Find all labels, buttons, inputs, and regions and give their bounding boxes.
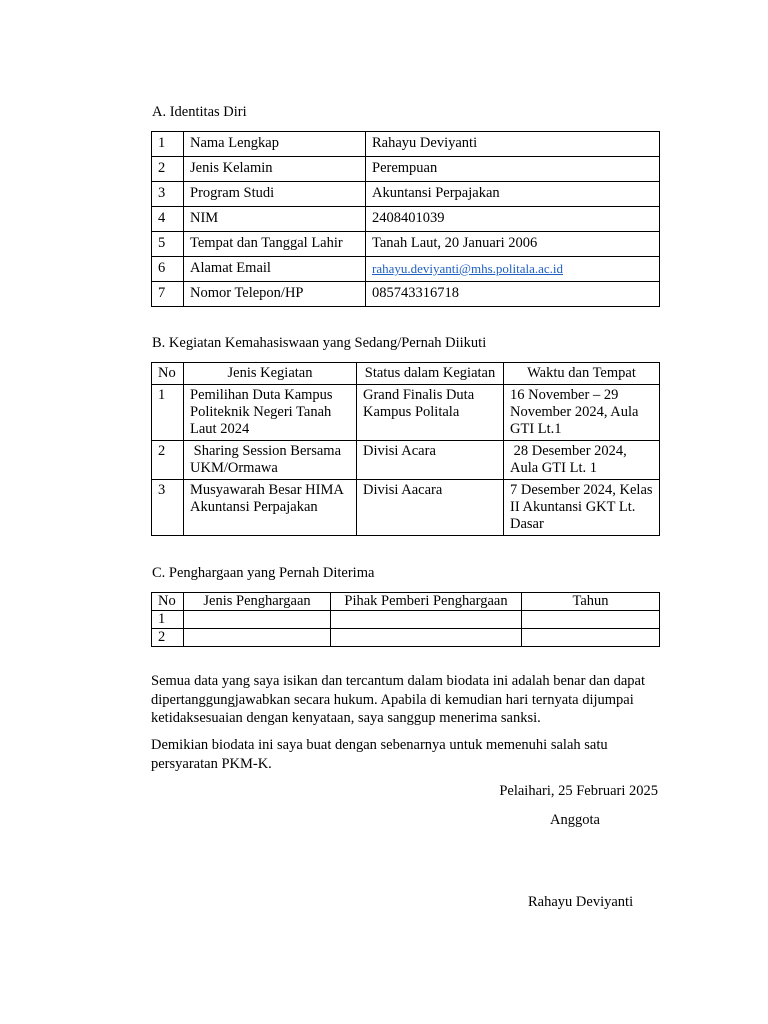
- table-row: [152, 132, 660, 157]
- table-row: [152, 611, 660, 629]
- field-value: Perempuan: [366, 157, 660, 182]
- row-number: 4: [152, 207, 184, 232]
- column-header: Tahun: [522, 593, 660, 611]
- table-row: [152, 157, 660, 182]
- column-header: Status dalam Kegiatan: [357, 363, 504, 385]
- field-value: 085743316718: [366, 282, 660, 307]
- table-header-row: [152, 593, 660, 611]
- activity-name: Musyawarah Besar HIMA Akuntansi Perpajakan: [184, 480, 357, 536]
- row-number: 2: [152, 441, 184, 480]
- field-label: NIM: [184, 207, 366, 232]
- row-number: 3: [152, 182, 184, 207]
- field-value: 2408401039: [366, 207, 660, 232]
- table-row: [152, 207, 660, 232]
- table-header-row: [152, 363, 660, 385]
- identity-table: [151, 131, 660, 307]
- field-label: Nama Lengkap: [184, 132, 366, 157]
- field-label: Nomor Telepon/HP: [184, 282, 366, 307]
- field-value: [366, 257, 660, 282]
- column-header: No: [152, 363, 184, 385]
- row-number: 5: [152, 232, 184, 257]
- activity-status: Grand Finalis Duta Kampus Politala: [357, 385, 504, 441]
- field-value: Rahayu Deviyanti: [366, 132, 660, 157]
- activities-table: [151, 362, 660, 536]
- award-name: [184, 629, 331, 647]
- table-row: [152, 257, 660, 282]
- field-value: Tanah Laut, 20 Januari 2006: [366, 232, 660, 257]
- table-row: [152, 232, 660, 257]
- section-b-heading: B. Kegiatan Kemahasiswaan yang Sedang/Pernah Diikuti: [152, 335, 487, 351]
- award-giver: [331, 629, 522, 647]
- column-header: Jenis Penghargaan: [184, 593, 331, 611]
- row-number: 7: [152, 282, 184, 307]
- row-number: 2: [152, 629, 184, 647]
- activity-name: Sharing Session Bersama UKM/Ormawa: [184, 441, 357, 480]
- place-date: Pelaihari, 25 Februari 2025: [499, 783, 658, 799]
- awards-table: [151, 592, 660, 647]
- activity-time-place: 28 Desember 2024, Aula GTI Lt. 1: [504, 441, 660, 480]
- row-number: 3: [152, 480, 184, 536]
- table-row: [152, 480, 660, 536]
- table-row: [152, 441, 660, 480]
- section-c-heading: C. Penghargaan yang Pernah Diterima: [152, 565, 375, 581]
- field-label: Alamat Email: [184, 257, 366, 282]
- field-label: Tempat dan Tanggal Lahir: [184, 232, 366, 257]
- award-year: [522, 611, 660, 629]
- field-value: Akuntansi Perpajakan: [366, 182, 660, 207]
- row-number: 6: [152, 257, 184, 282]
- signer-role: Anggota: [550, 812, 600, 828]
- column-header: No: [152, 593, 184, 611]
- award-year: [522, 629, 660, 647]
- table-row: [152, 282, 660, 307]
- email-link[interactable]: rahayu.deviyanti@mhs.politala.ac.id: [372, 261, 564, 276]
- column-header: Pihak Pemberi Penghargaan: [331, 593, 522, 611]
- activity-status: Divisi Acara: [357, 441, 504, 480]
- statement-paragraph: Semua data yang saya isikan dan tercantum dalam biodata ini adalah benar dan dapat dipertanggungjawabkan secara hukum. Apabila di kemudian hari ternyata dijumpai ketidaksesuaian dengan kenyataan, saya sanggup menerima sanksi.: [151, 673, 646, 726]
- award-name: [184, 611, 331, 629]
- signer-name: Rahayu Deviyanti: [528, 894, 634, 910]
- row-number: 1: [152, 132, 184, 157]
- activity-time-place: 7 Desember 2024, Kelas II Akuntansi GKT Lt. Dasar: [504, 480, 660, 536]
- award-giver: [331, 611, 522, 629]
- table-row: [152, 629, 660, 647]
- row-number: 2: [152, 157, 184, 182]
- column-header: Waktu dan Tempat: [504, 363, 660, 385]
- row-number: 1: [152, 385, 184, 441]
- section-a-heading: A. Identitas Diri: [152, 104, 247, 120]
- field-label: Jenis Kelamin: [184, 157, 366, 182]
- table-row: [152, 385, 660, 441]
- column-header: Jenis Kegiatan: [184, 363, 357, 385]
- closing-paragraph: Demikian biodata ini saya buat dengan sebenarnya untuk memenuhi salah satu persyaratan PKM-K.: [151, 737, 608, 772]
- activity-time-place: 16 November – 29 November 2024, Aula GTI Lt.1: [504, 385, 660, 441]
- activity-status: Divisi Aacara: [357, 480, 504, 536]
- row-number: 1: [152, 611, 184, 629]
- field-label: Program Studi: [184, 182, 366, 207]
- table-row: [152, 182, 660, 207]
- activity-name: Pemilihan Duta Kampus Politeknik Negeri Tanah Laut 2024: [184, 385, 357, 441]
